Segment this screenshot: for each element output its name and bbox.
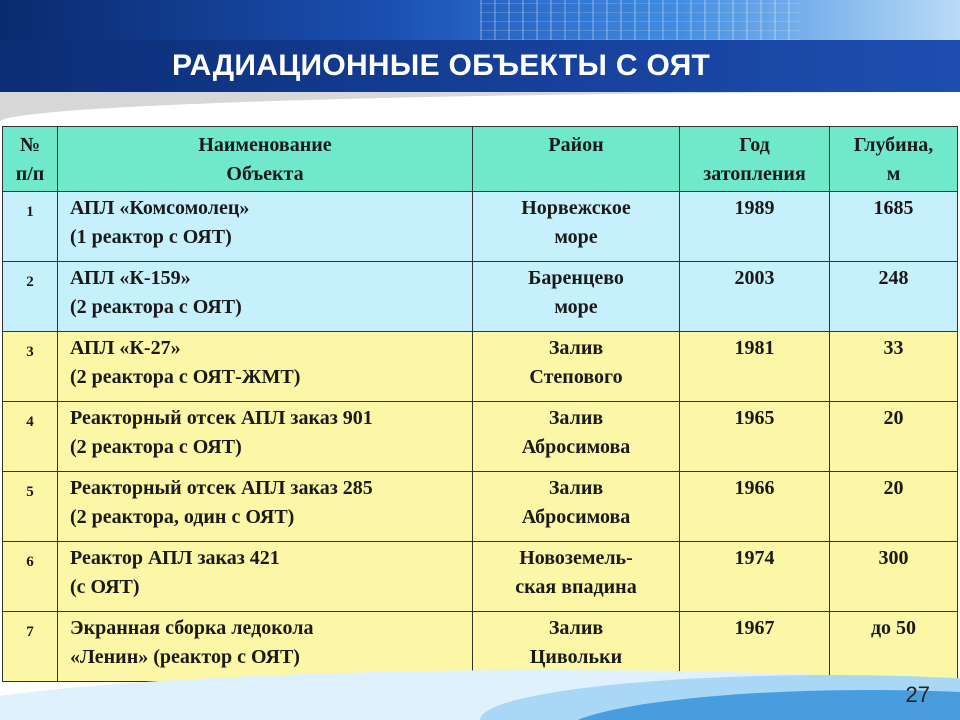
table-row: [3, 542, 958, 612]
table-row: [3, 332, 958, 402]
table-row: [3, 402, 958, 472]
depth: 20: [830, 402, 958, 472]
flood-year: 1989: [680, 192, 830, 262]
header-num: № п/п: [3, 127, 58, 192]
header-name: Наименование Объекта: [58, 127, 473, 192]
depth: 20: [830, 472, 958, 542]
row-number: 6: [3, 542, 58, 612]
flood-year: 1965: [680, 402, 830, 472]
gray-band: [0, 92, 960, 122]
object-area: Баренцево море: [473, 262, 680, 332]
row-number: 1: [3, 192, 58, 262]
header-area: Район: [473, 127, 680, 192]
bottom-wave-decoration: [0, 650, 960, 720]
flood-year: 1966: [680, 472, 830, 542]
header-depth: Глубина, м: [830, 127, 958, 192]
object-area: Залив Степового: [473, 332, 680, 402]
object-name: Реакторный отсек АПЛ заказ 901 (2 реактора с ОЯТ): [58, 402, 473, 472]
flood-year: 1981: [680, 332, 830, 402]
row-number: 3: [3, 332, 58, 402]
depth: 33: [830, 332, 958, 402]
page-title: РАДИАЦИОННЫЕ ОБЪЕКТЫ С ОЯТ: [172, 49, 711, 82]
object-name: Экранная сборка ледокола «Ленин» (реактор с ОЯТ): [58, 612, 473, 682]
top-banner: [0, 0, 960, 40]
header-year: Год затопления: [680, 127, 830, 192]
object-area: Норвежское море: [473, 192, 680, 262]
object-area: Залив Абросимова: [473, 402, 680, 472]
object-name: АПЛ «К-159» (2 реактора с ОЯТ): [58, 262, 473, 332]
object-name: АПЛ «Комсомолец» (1 реактор с ОЯТ): [58, 192, 473, 262]
row-number: 2: [3, 262, 58, 332]
radiation-objects-table: [2, 126, 958, 682]
object-area: Новоземель- ская впадина: [473, 542, 680, 612]
flood-year: 1974: [680, 542, 830, 612]
object-area: Залив Цивольки: [473, 612, 680, 682]
circuit-decoration: [480, 0, 800, 40]
row-number: 7: [3, 612, 58, 682]
flood-year: 2003: [680, 262, 830, 332]
depth: 300: [830, 542, 958, 612]
object-area: Залив Абросимова: [473, 472, 680, 542]
table-header-row: [3, 127, 958, 192]
row-number: 4: [3, 402, 58, 472]
row-number: 5: [3, 472, 58, 542]
depth: 1685: [830, 192, 958, 262]
object-name: Реактор АПЛ заказ 421 (с ОЯТ): [58, 542, 473, 612]
flood-year: 1967: [680, 612, 830, 682]
page-number: 27: [905, 682, 930, 707]
object-name: Реакторный отсек АПЛ заказ 285 (2 реактора, один с ОЯТ): [58, 472, 473, 542]
table-row: [3, 472, 958, 542]
depth: до 50: [830, 612, 958, 682]
depth: 248: [830, 262, 958, 332]
table-row: [3, 262, 958, 332]
table-row: [3, 192, 958, 262]
object-name: АПЛ «К-27» (2 реактора с ОЯТ-ЖМТ): [58, 332, 473, 402]
